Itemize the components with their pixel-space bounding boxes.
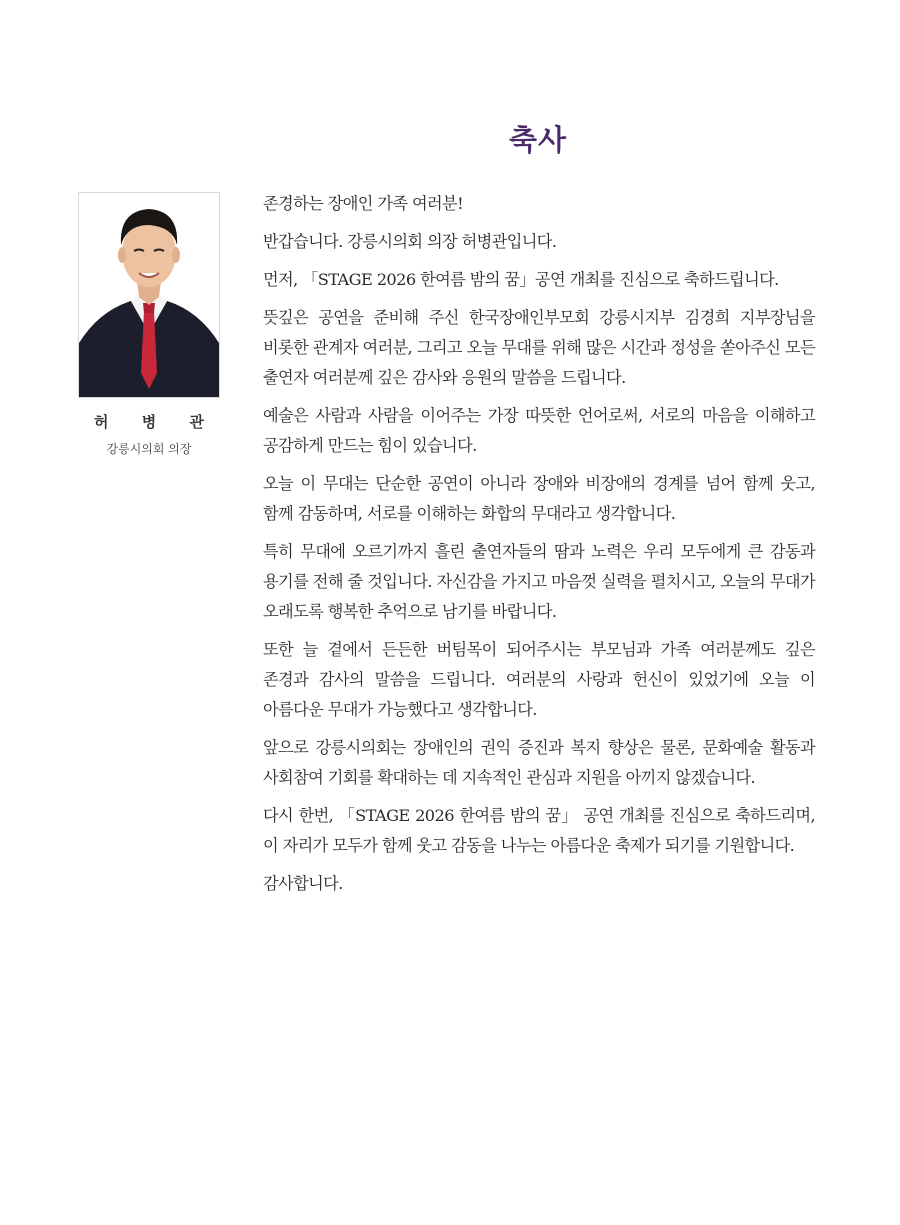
portrait-photo	[78, 192, 220, 398]
paragraph: 다시 한번, 「STAGE 2026 한여름 밤의 꿈」 공연 개최를 진심으로 축하드리며, 이 자리가 모두가 함께 웃고 감동을 나누는 아름다운 축제가 되기를 기원합니다.	[263, 806, 815, 855]
page-title: 축사	[508, 123, 568, 157]
paragraph: 먼저, 「STAGE 2026 한여름 밤의 꿈」공연 개최를 진심으로 축하드립니다.	[263, 270, 779, 289]
paragraph: 감사합니다.	[263, 874, 343, 893]
paragraph: 앞으로 강릉시의회는 장애인의 권익 증진과 복지 향상은 물론, 문화예술 활동과 사회참여 기회를 확대하는 데 지속적인 관심과 지원을 아끼지 않겠습니다.	[263, 738, 815, 787]
paragraph: 특히 무대에 오르기까지 흘린 출연자들의 땀과 노력은 우리 모두에게 큰 감동과 용기를 전해 줄 것입니다. 자신감을 가지고 마음껏 실력을 펼치시고, 오늘의 무대가 오래도록 행복한 추억으로 남기를 바랍니다.	[263, 542, 815, 621]
person-name: 허 병 관	[94, 413, 218, 431]
paragraph: 존경하는 장애인 가족 여러분!	[263, 194, 463, 213]
paragraph: 예술은 사람과 사람을 이어주는 가장 따뜻한 언어로써, 서로의 마음을 이해하고 공감하게 만드는 힘이 있습니다.	[263, 406, 815, 455]
portrait-illustration	[79, 193, 219, 397]
profile-card	[78, 192, 220, 457]
paragraph: 반갑습니다. 강릉시의회 의장 허병관입니다.	[263, 232, 557, 251]
paragraph: 뜻깊은 공연을 준비해 주신 한국장애인부모회 강릉시지부 김경희 지부장님을 비롯한 관계자 여러분, 그리고 오늘 무대를 위해 많은 시간과 정성을 쏟아주신 모든 출연자 여러분께 깊은 감사와 응원의 말씀을 드립니다.	[263, 308, 815, 387]
speech-body	[263, 189, 815, 907]
paragraph: 또한 늘 곁에서 든든한 버팀목이 되어주시는 부모님과 가족 여러분께도 깊은 존경과 감사의 말씀을 드립니다. 여러분의 사랑과 헌신이 있었기에 오늘 이 아름다운 무대가 가능했다고 생각합니다.	[263, 640, 815, 719]
person-role: 강릉시의회 의장	[106, 442, 192, 456]
paragraph: 오늘 이 무대는 단순한 공연이 아니라 장애와 비장애의 경계를 넘어 함께 웃고, 함께 감동하며, 서로를 이해하는 화합의 무대라고 생각합니다.	[263, 474, 815, 523]
